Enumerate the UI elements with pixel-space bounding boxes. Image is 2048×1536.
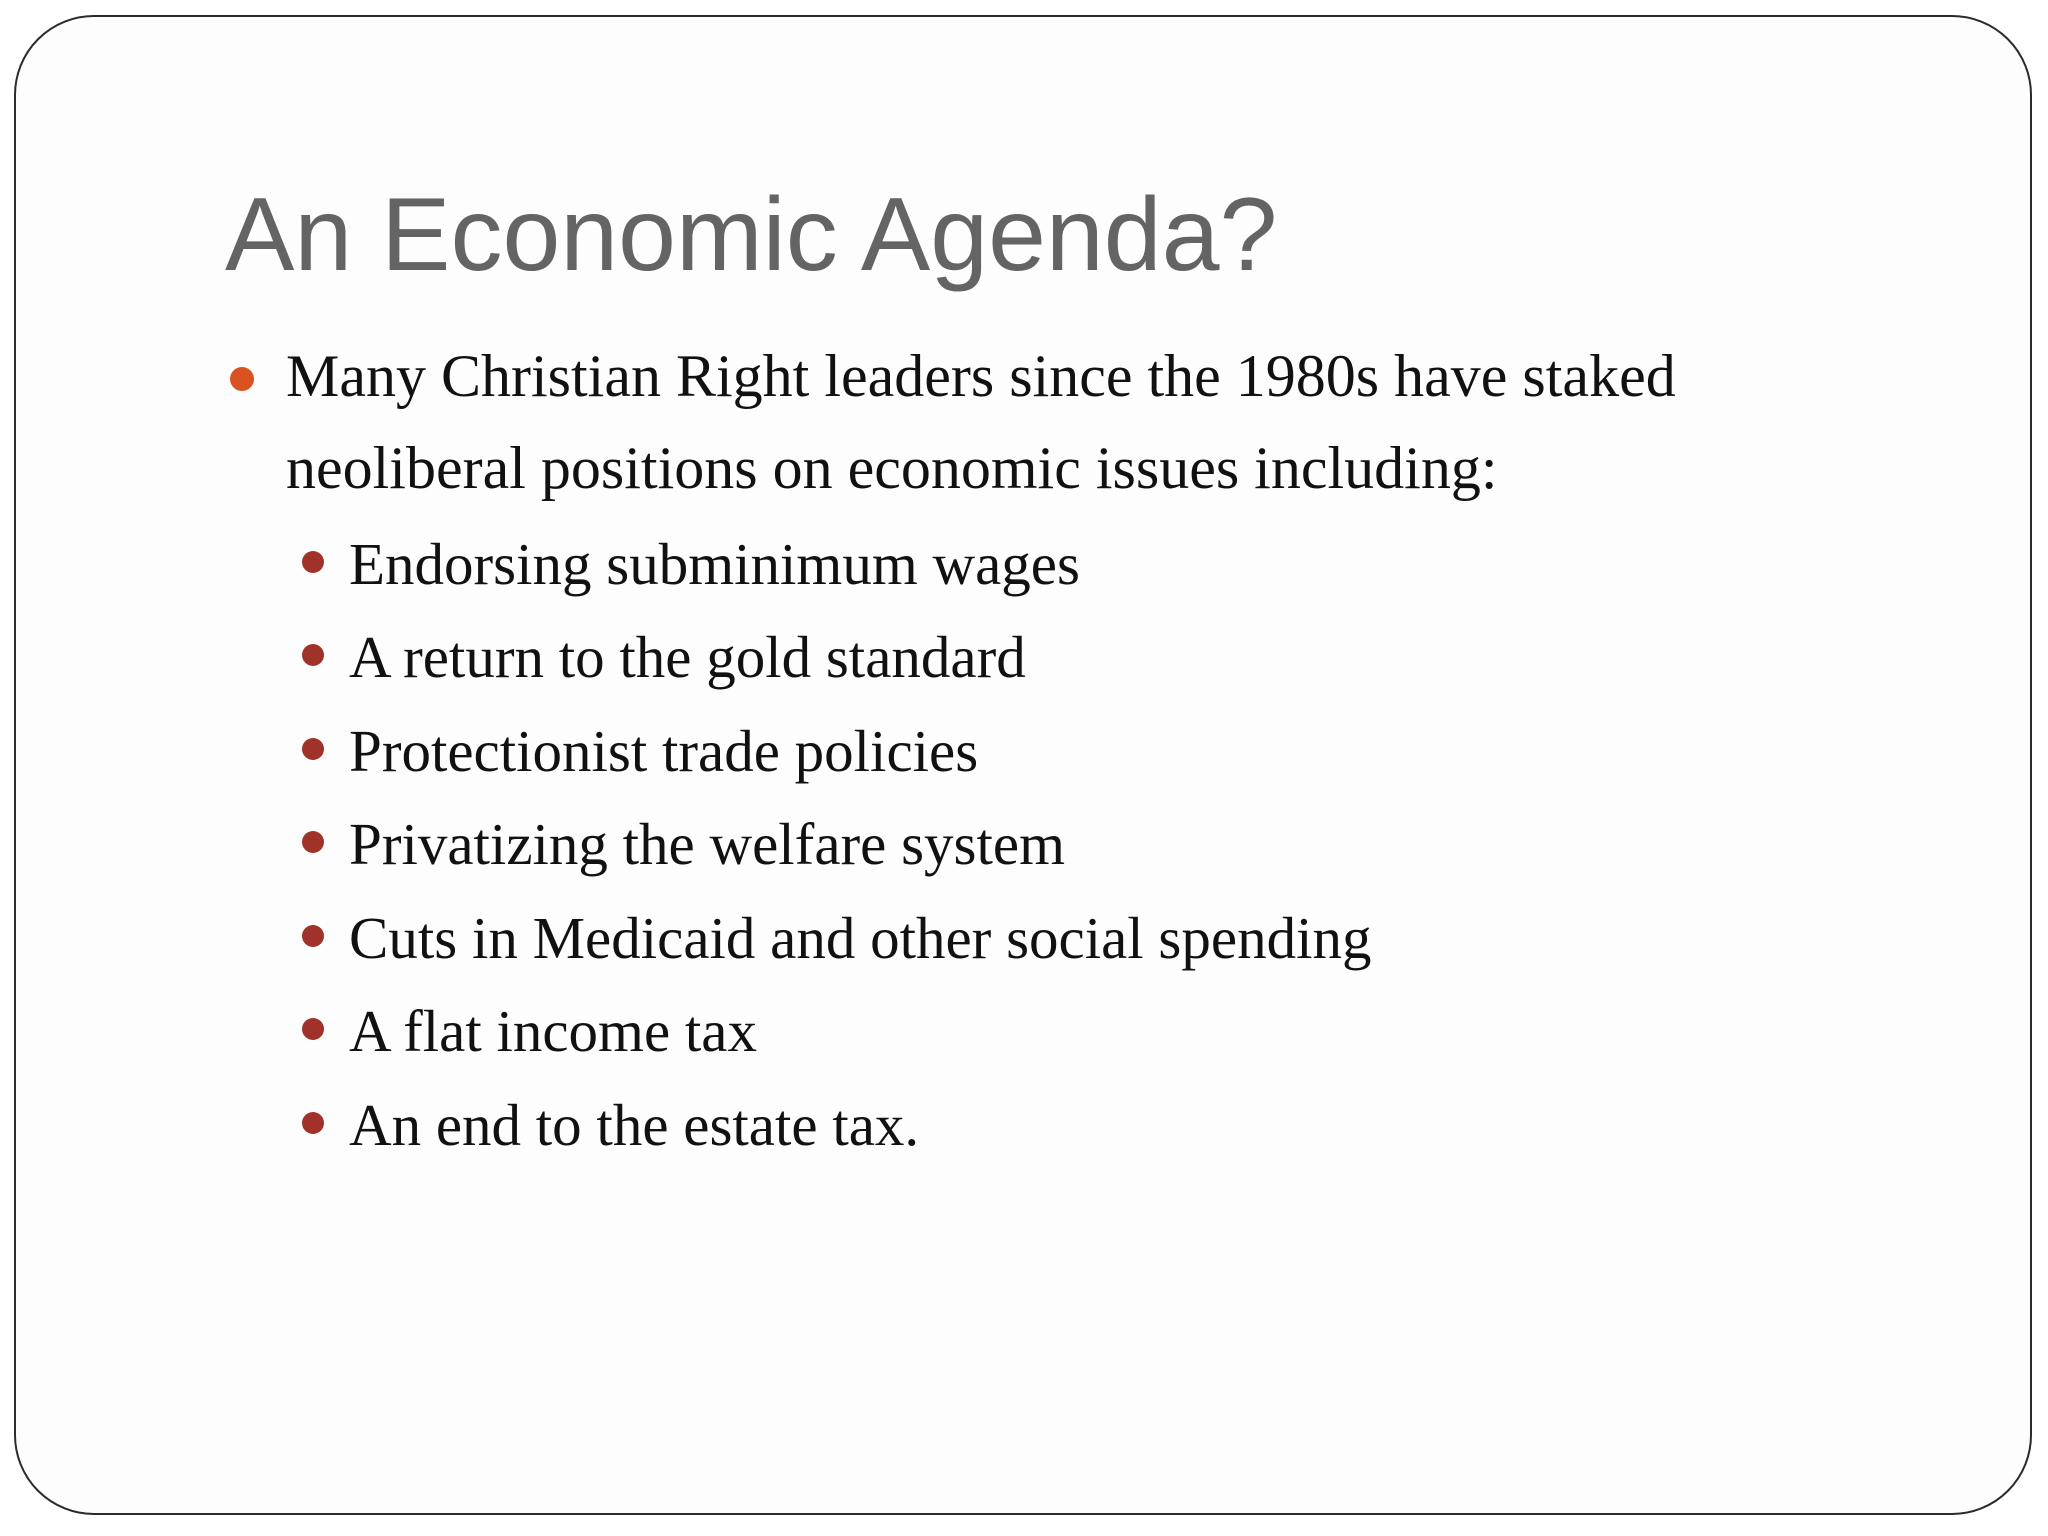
bullet-dot-icon — [302, 551, 324, 573]
bullet-dot-icon — [230, 367, 254, 391]
list-item-text: Privatizing the welfare system — [349, 811, 1065, 877]
bullet-dot-icon — [302, 925, 324, 947]
list-item-text: A flat income tax — [349, 998, 757, 1064]
slide-title: An Economic Agenda? — [225, 177, 1278, 293]
list-item-text: A return to the gold standard — [349, 624, 1026, 690]
bullet-dot-icon — [302, 831, 324, 853]
list-item-text: Cuts in Medicaid and other social spending — [349, 905, 1372, 971]
bullet-dot-icon — [302, 738, 324, 760]
list-item — [0, 1078, 2048, 1172]
list-item-text: Endorsing subminimum wages — [349, 531, 1080, 597]
list-item — [0, 610, 2048, 704]
list-item — [0, 984, 2048, 1078]
bullet-dot-icon — [302, 1018, 324, 1040]
list-item — [0, 797, 2048, 891]
main-bullet-text: Many Christian Right leaders since the 1980s have staked neoliberal positions on economic issues including: — [286, 343, 1676, 501]
list-item — [0, 704, 2048, 798]
bullet-dot-icon — [302, 644, 324, 666]
bullet-dot-icon — [302, 1112, 324, 1134]
list-item-text: Protectionist trade policies — [349, 718, 979, 784]
list-item — [0, 891, 2048, 985]
list-item-text: An end to the estate tax. — [349, 1092, 920, 1158]
list-item — [0, 517, 2048, 611]
